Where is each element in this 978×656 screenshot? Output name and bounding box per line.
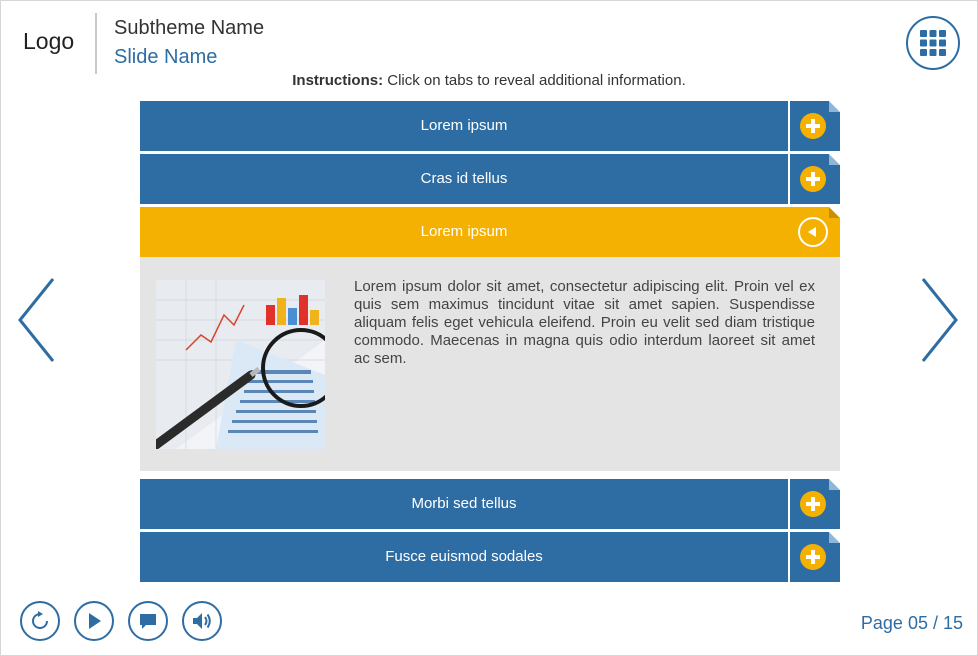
chat-icon (138, 611, 158, 631)
tab-divider (788, 479, 790, 529)
plus-circle-icon[interactable] (799, 543, 827, 571)
header-divider (95, 13, 97, 74)
volume-icon (191, 611, 213, 631)
menu-button[interactable] (906, 16, 960, 70)
tab-label: Fusce euismod sodales (385, 548, 543, 565)
accordion-tab-5[interactable] (140, 532, 840, 582)
tab-divider (788, 154, 790, 204)
page-indicator: Page 05 / 15 (860, 613, 963, 633)
content-image (156, 280, 325, 449)
play-button[interactable] (74, 601, 114, 641)
instructions-label: Instructions: (292, 72, 384, 89)
chevron-right-icon[interactable] (920, 276, 960, 364)
logo: Logo (23, 28, 75, 54)
subtheme-title: Subtheme Name (114, 17, 265, 39)
slide-title: Slide Name (114, 46, 218, 68)
accordion-tab-2[interactable] (140, 154, 840, 204)
play-icon (84, 611, 104, 631)
plus-circle-icon[interactable] (799, 165, 827, 193)
tab-corner-fold (829, 479, 840, 490)
tab-label: Cras id tellus (420, 170, 508, 187)
plus-circle-icon[interactable] (799, 112, 827, 140)
tab-label: Lorem ipsum (420, 117, 508, 134)
tab-corner-fold (829, 154, 840, 165)
tab-divider (788, 101, 790, 151)
instructions-text: Click on tabs to reveal additional information. (383, 72, 686, 89)
tab-corner-fold (829, 532, 840, 543)
tab-label: Morbi sed tellus (411, 495, 517, 512)
collapse-arrow-icon[interactable] (797, 216, 829, 248)
chevron-left-icon[interactable] (16, 276, 56, 364)
content-text: Lorem ipsum dolor sit amet, consectetur adipiscing elit. Proin vel ex quis sem maximus tincidunt vitae sit amet sapien. Suspendisse aliquam felis eget vehicula eleifend. Proin eu velit sed diam tristique commodo. Maecenas in magna quis odio interdum laoreet sit amet ac sem. (354, 278, 815, 367)
volume-button[interactable] (182, 601, 222, 641)
accordion-tab-3[interactable] (140, 207, 840, 257)
tab-content-panel (140, 257, 840, 471)
tab-label: Lorem ipsum (420, 223, 508, 240)
replay-icon (30, 611, 50, 631)
tab-divider (788, 532, 790, 582)
accordion-tab-1[interactable] (140, 101, 840, 151)
tab-corner-fold (829, 207, 840, 218)
plus-circle-icon[interactable] (799, 490, 827, 518)
instructions (0, 72, 978, 89)
transcript-button[interactable] (128, 601, 168, 641)
replay-button[interactable] (20, 601, 60, 641)
accordion-tab-4[interactable] (140, 479, 840, 529)
tab-corner-fold (829, 101, 840, 112)
grid-menu-icon (920, 30, 946, 56)
